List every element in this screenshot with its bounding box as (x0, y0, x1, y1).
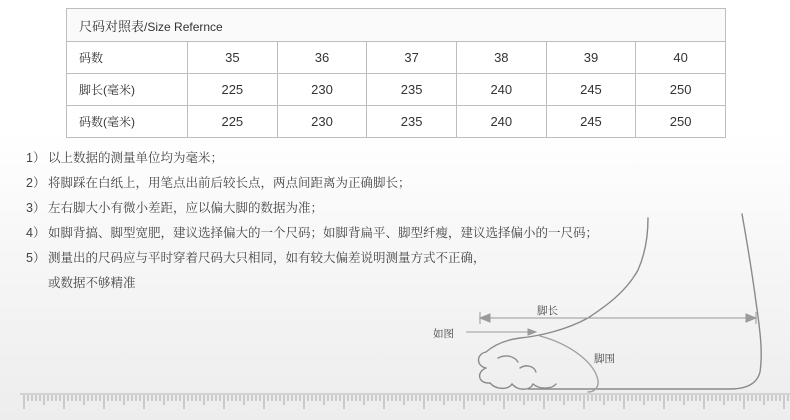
note-number: 5） (26, 251, 46, 265)
table-cell: 35 (188, 42, 278, 74)
arrowhead-left (480, 314, 490, 322)
table-cell: 230 (277, 74, 367, 106)
note-number: 4） (26, 226, 46, 240)
toe-outline (512, 384, 533, 389)
note-text: 如脚背搞、脚型宽肥，建议选择偏大的一个尺码；如脚背扁平、脚型纤瘦，建议选择偏小的一尺码； (48, 226, 599, 240)
toe-outline (533, 384, 556, 388)
table-cell: 240 (456, 106, 546, 138)
girth-curve (540, 336, 598, 392)
table-title-sub: /Size Refernce (144, 19, 223, 34)
note-number: 3） (26, 201, 46, 215)
table-cell: 40 (636, 42, 726, 74)
row-label: 脚长(毫米) (67, 74, 188, 106)
toe-outline (479, 352, 487, 368)
row-label: 码数 (67, 42, 188, 74)
table-cell: 245 (546, 74, 636, 106)
table-cell: 245 (546, 106, 636, 138)
heel-outline (528, 214, 761, 389)
table-cell: 36 (277, 42, 367, 74)
table-cell: 235 (367, 74, 457, 106)
table-cell: 37 (367, 42, 457, 74)
table-cell: 250 (636, 74, 726, 106)
diagram-label-length: 脚长 (537, 305, 558, 317)
note-text: 测量出的尺码应与平时穿着尺码大只相同，如有较大偏差说明测量方式不正确， (48, 251, 486, 265)
note-number: 1） (26, 151, 46, 165)
toe-outline (480, 368, 490, 383)
table-cell: 235 (367, 106, 457, 138)
toe-outline (520, 366, 536, 372)
note-text: 以上数据的测量单位均为毫米； (48, 151, 224, 165)
note-text: 将脚踩在白纸上，用笔点出前后较长点，两点间距离为正确脚长； (48, 176, 411, 190)
table-cell: 225 (188, 74, 278, 106)
table-cell: 230 (277, 106, 367, 138)
toe-outline (498, 356, 518, 362)
note-continuation: 或数据不够精准 (48, 276, 136, 290)
ruler (24, 395, 788, 409)
table-cell: 250 (636, 106, 726, 138)
note-text: 左右脚大小有微小差距，应以偏大脚的数据为准； (48, 201, 324, 215)
table-cell: 225 (188, 106, 278, 138)
table-title-main: 尺码对照表 (79, 18, 145, 34)
diagram-label-example: 如图 (433, 328, 454, 340)
arrowhead-right (746, 314, 756, 322)
diagram-label-girth: 脚围 (594, 353, 615, 365)
row-label: 码数(毫米) (67, 106, 188, 138)
pointer-arrowhead (528, 329, 536, 335)
table-cell: 39 (546, 42, 636, 74)
table-cell: 240 (456, 74, 546, 106)
note-number: 2） (26, 176, 46, 190)
table-cell: 38 (456, 42, 546, 74)
toe-outline (490, 383, 512, 388)
